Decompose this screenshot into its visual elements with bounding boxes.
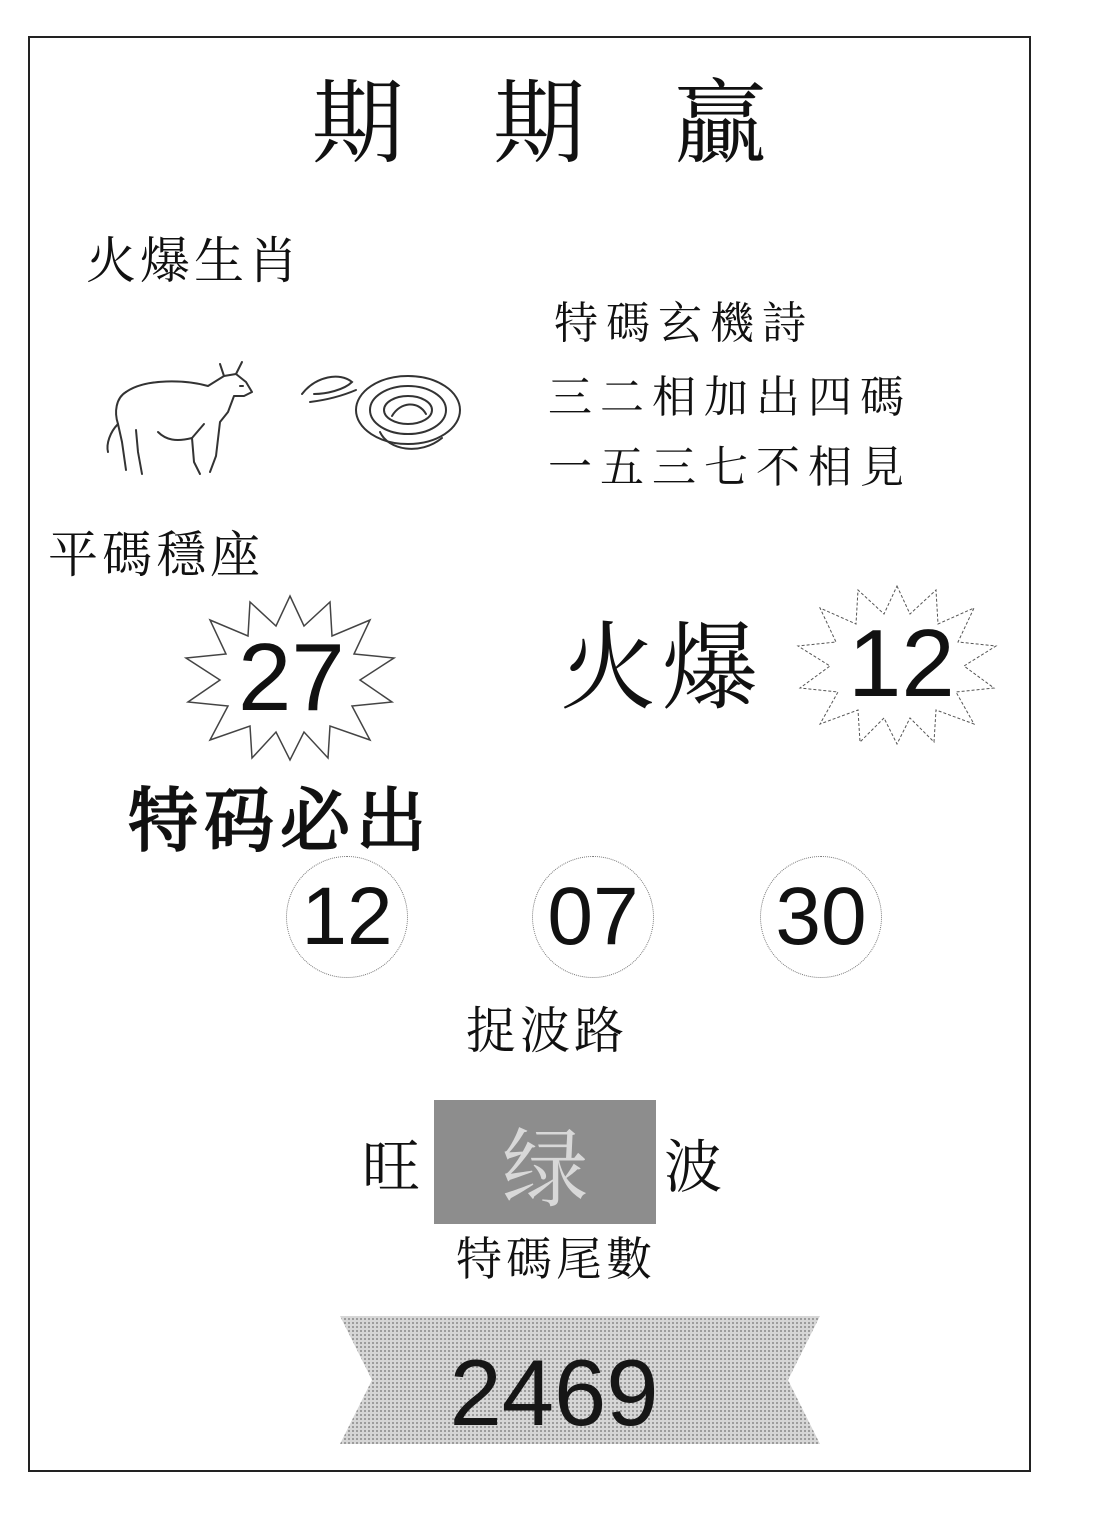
wave-prefix: 旺 <box>362 1133 421 1201</box>
special-number: 12 <box>286 856 408 978</box>
zodiac-heading: 火爆生肖 <box>86 232 302 290</box>
wave-color-box <box>434 1100 656 1224</box>
poem-line: 三二相加出四碼 <box>548 372 912 423</box>
wave-heading: 捉波路 <box>466 1002 628 1060</box>
wave-suffix: 波 <box>664 1133 723 1201</box>
hot-number: 12 <box>848 610 955 717</box>
wave-color-word: 绿 <box>502 1120 588 1220</box>
poem-heading: 特碼玄機詩 <box>554 298 814 349</box>
flat-code-heading: 平碼穩座 <box>48 526 264 584</box>
tail-heading: 特碼尾數 <box>456 1232 656 1286</box>
flat-code-number: 27 <box>238 624 345 731</box>
page-title: 期 期 贏 <box>311 70 797 177</box>
hot-label: 火爆 <box>560 612 764 724</box>
special-number: 07 <box>532 856 654 978</box>
poem-line: 一五三七不相見 <box>548 442 912 493</box>
special-heading: 特码必出 <box>128 780 432 862</box>
ox-icon <box>96 352 258 478</box>
tail-digits: 2469 <box>449 1340 659 1445</box>
special-number: 30 <box>760 856 882 978</box>
snake-icon <box>296 354 468 462</box>
